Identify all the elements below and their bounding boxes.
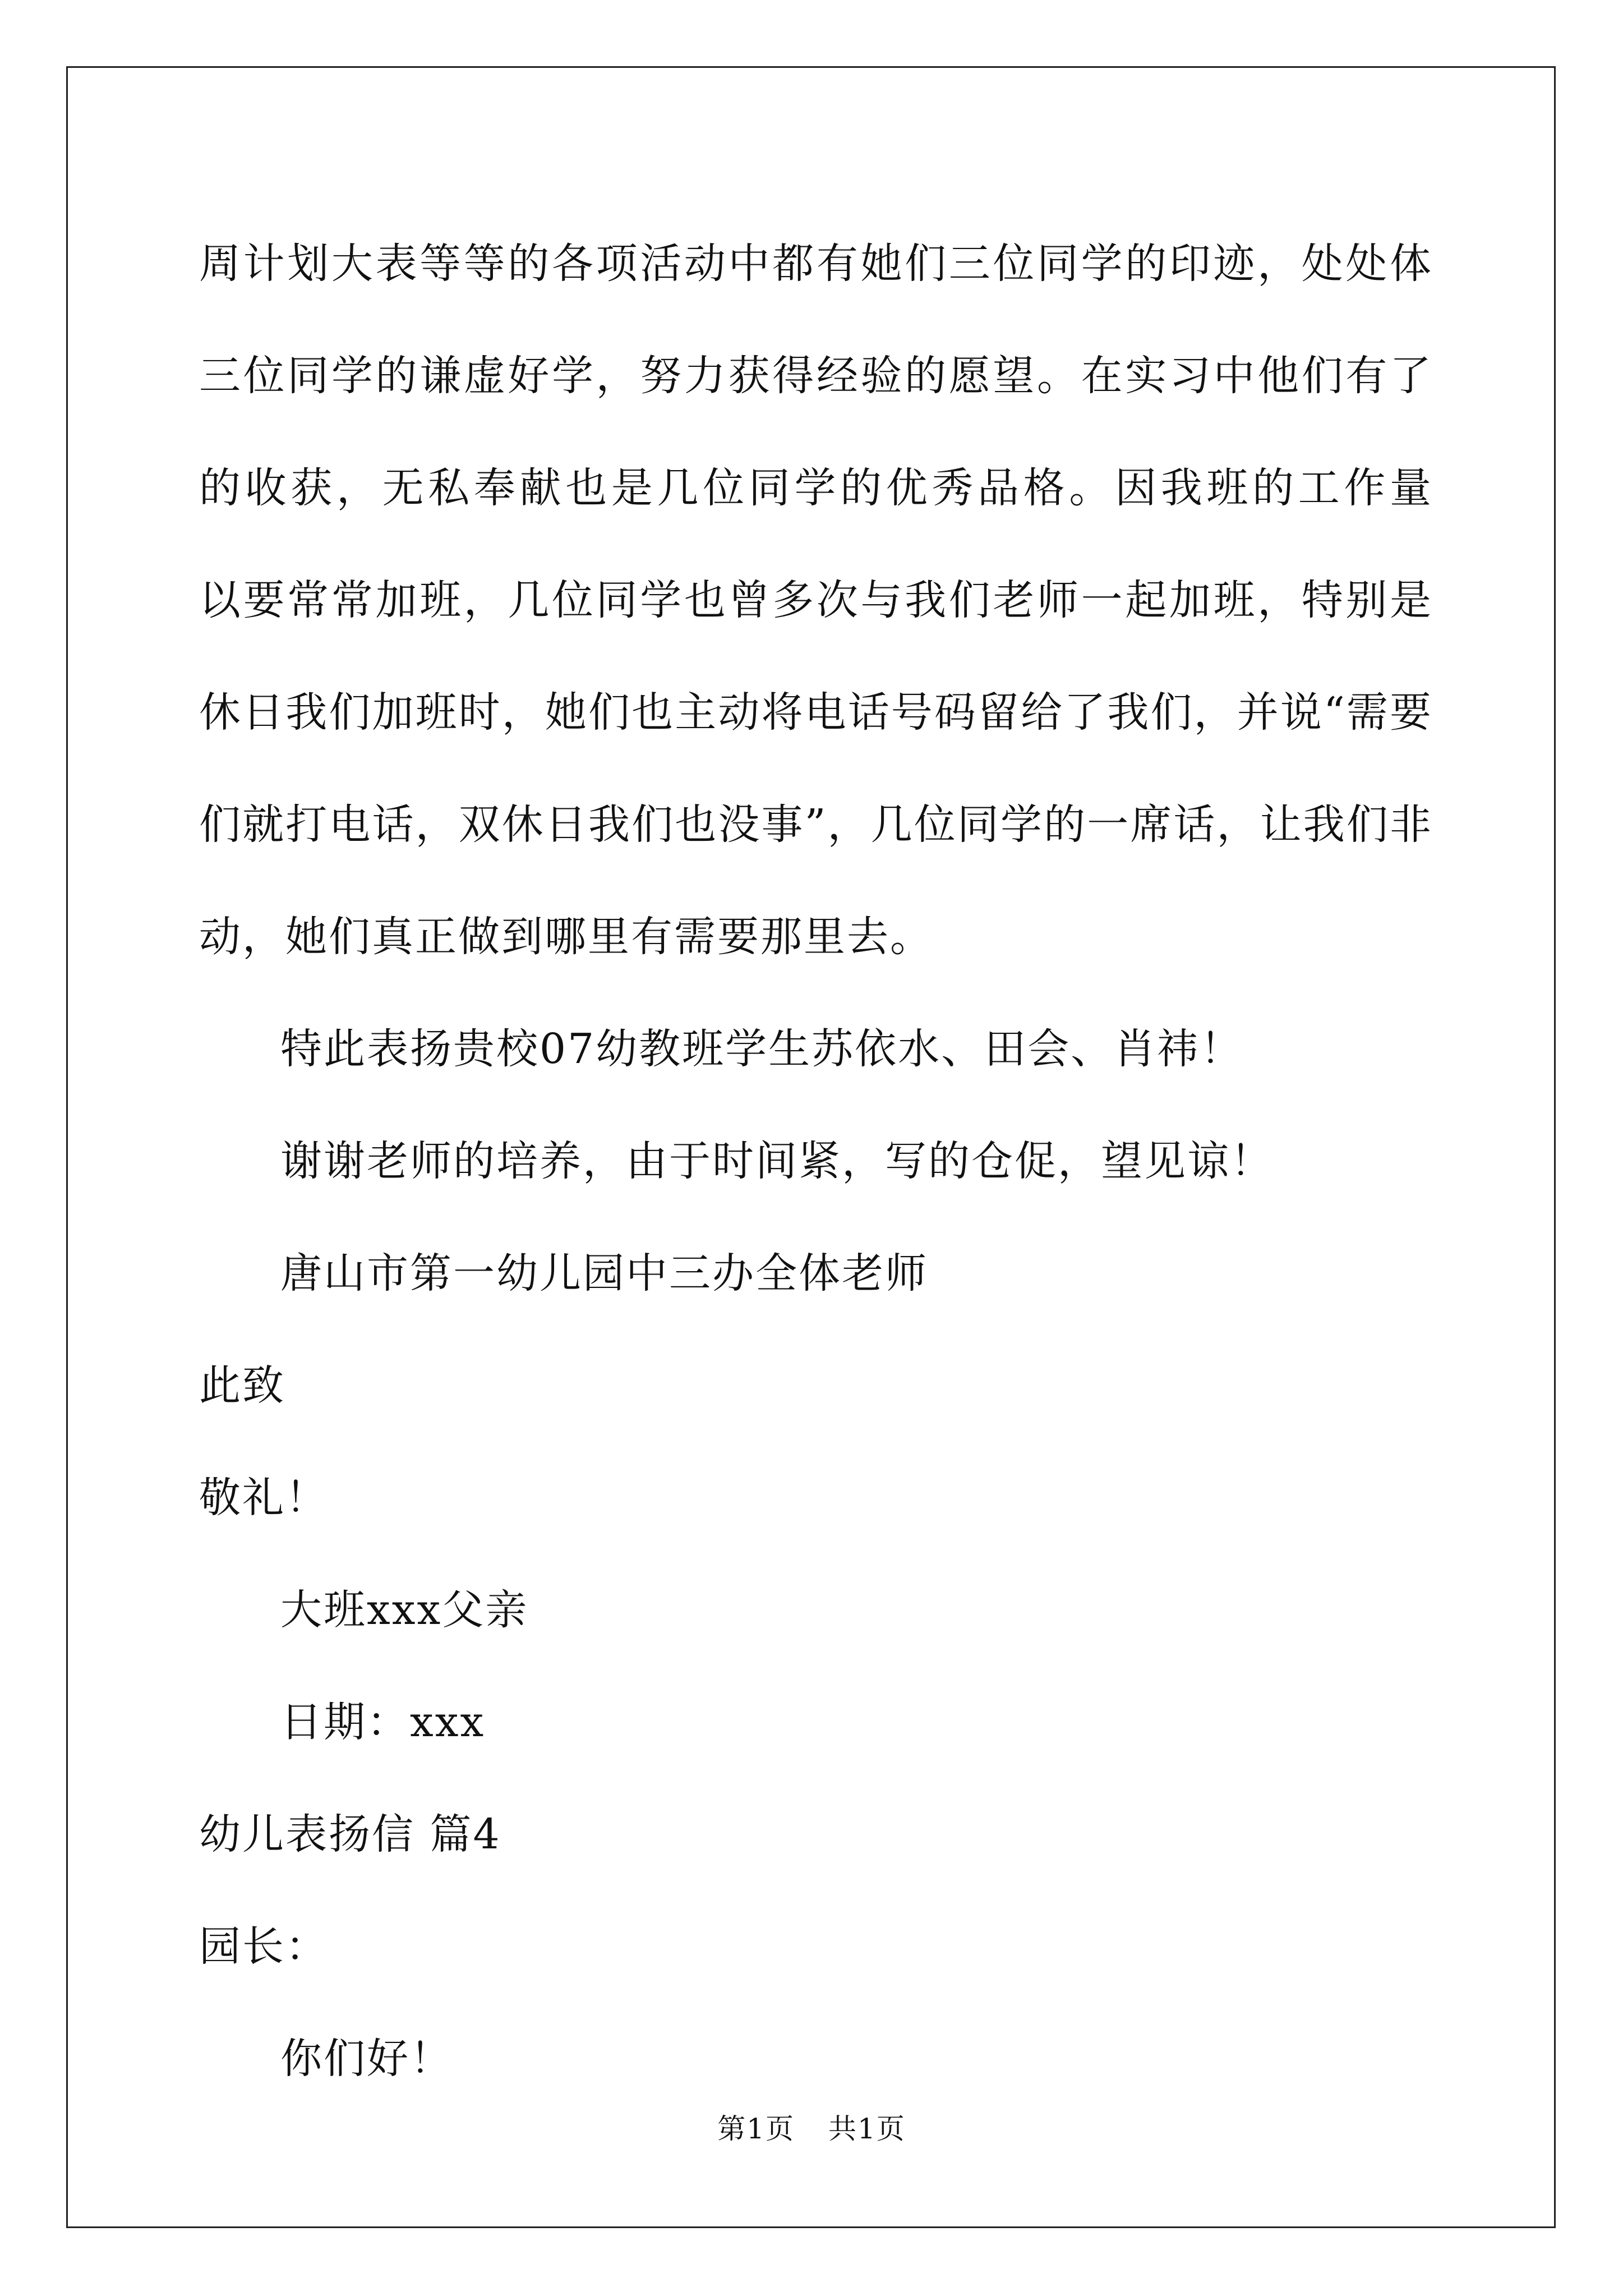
section-heading: 幼儿表扬信 篇4 <box>199 1810 501 1858</box>
page-footer <box>0 2106 1623 2147</box>
date-line: 日期：xxx <box>280 1698 486 1746</box>
page-total: 共1页 <box>828 2113 906 2145</box>
paragraph-line: 休日我们加班时，她们也主动将电话号码留给了我们，并说“需要 <box>199 688 1433 737</box>
recipient-line: 园长： <box>199 1922 329 1971</box>
closing-salutation: 此致 <box>199 1361 285 1410</box>
greeting-line: 你们好！ <box>280 2035 453 2083</box>
signature-teachers: 唐山市第一幼儿园中三办全体老师 <box>280 1249 928 1297</box>
paragraph-line: 三位同学的谦虚好学，努力获得经验的愿望。在实习中他们有了 <box>199 352 1433 400</box>
paragraph-line: 动，她们真正做到哪里有需要那里去。 <box>199 913 933 961</box>
page-number: 第1页 <box>717 2113 795 2145</box>
closing-respect: 敬礼！ <box>199 1474 329 1522</box>
paragraph-line: 周计划大表等等的各项活动中都有她们三位同学的印迹，处处体 <box>199 240 1433 288</box>
signature-parent: 大班xxx父亲 <box>280 1586 529 1634</box>
paragraph-line: 以要常常加班，几位同学也曾多次与我们老师一起加班，特别是 <box>199 576 1433 624</box>
paragraph-line: 们就打电话，双休日我们也没事”，几位同学的一席话，让我们非 <box>199 800 1433 849</box>
paragraph-line: 的收获，无私奉献也是几位同学的优秀品格。因我班的工作量 <box>199 464 1433 512</box>
letter-body <box>199 208 1433 2115</box>
thanks-line: 谢谢老师的培养，由于时间紧，写的仓促，望见谅！ <box>280 1137 1274 1185</box>
commendation-line: 特此表扬贵校07幼教班学生苏依水、田会、肖祎！ <box>280 1025 1244 1073</box>
